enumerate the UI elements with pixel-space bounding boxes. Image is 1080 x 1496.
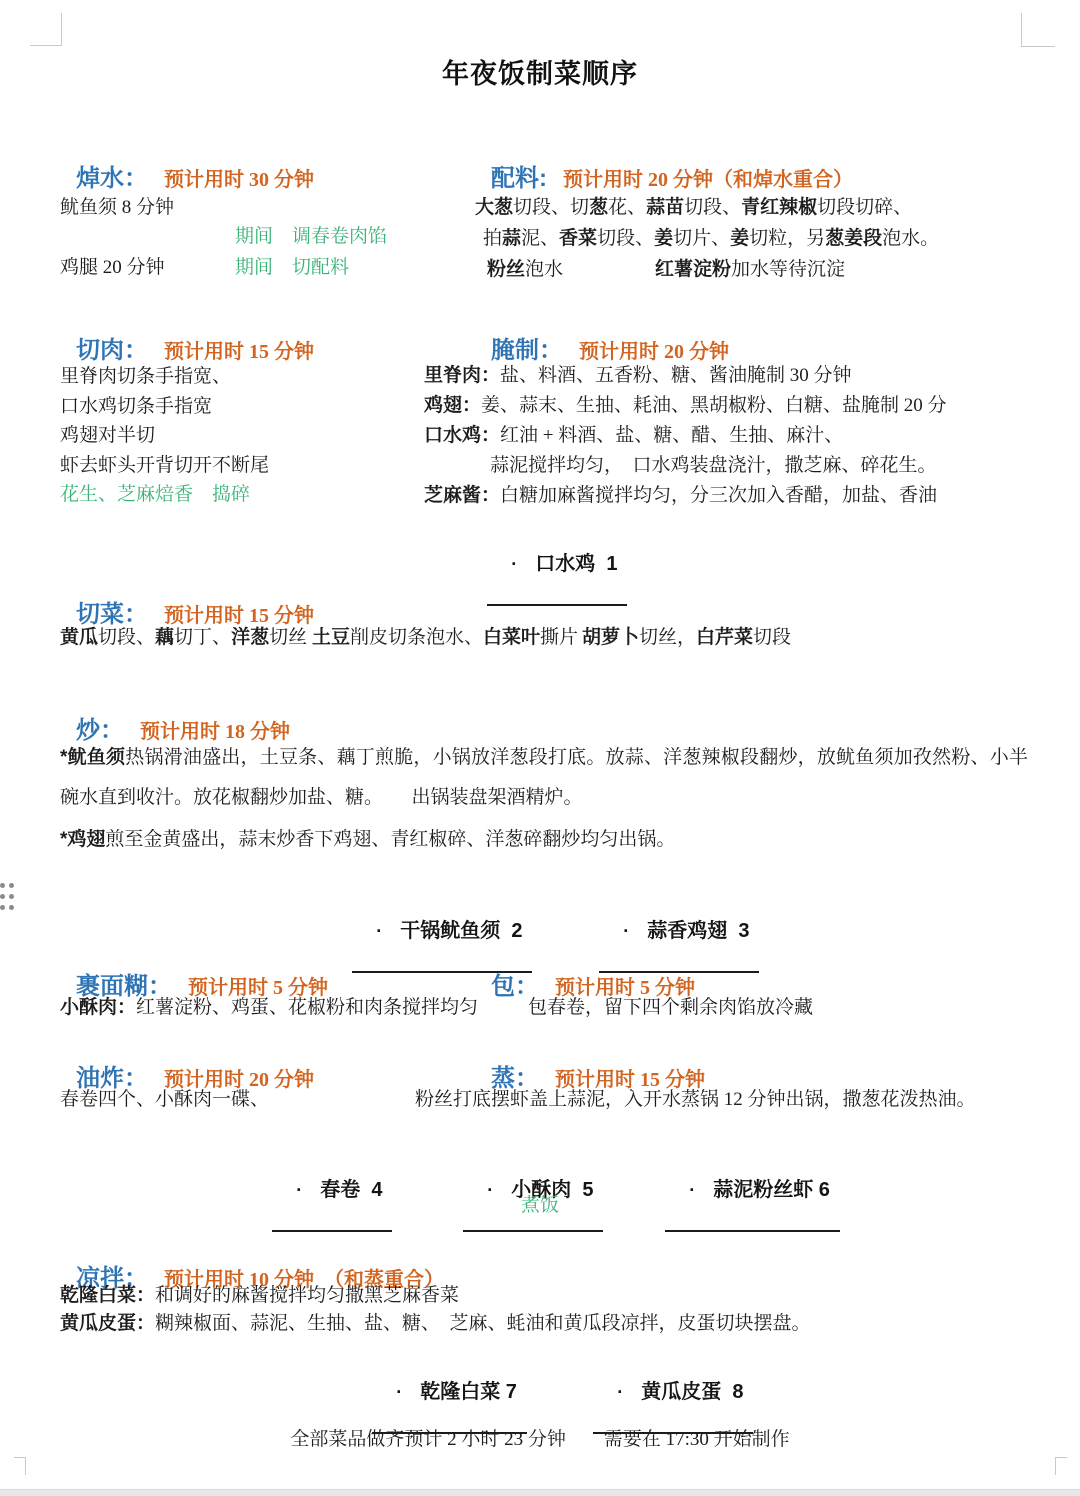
text-line: 粉丝泡水: [487, 259, 564, 280]
text-line: 胡萝卜切丝，白芹菜切段: [582, 627, 792, 648]
time-estimate: 预计用时 15 分钟: [555, 1069, 705, 1091]
text-line: 春卷四个、小酥肉一碟、: [60, 1089, 270, 1110]
summary-line: 全部菜品做齐预计 2 小时 23 分钟 需要在 17:30 开始制作: [290, 1429, 790, 1450]
dish-item-suannifensixia: [665, 1150, 840, 1232]
dish-label: 黄瓜皮蛋 8: [641, 1381, 744, 1403]
dish-item-huangguapidan: [593, 1352, 753, 1434]
text-line: 鸡腿 20 分钟: [60, 257, 165, 278]
drag-handle-icon[interactable]: [0, 883, 15, 915]
dish-label: 乾隆白菜 7: [420, 1381, 517, 1403]
paragraph: *鸡翅煎至金黄盛出，蒜末炒香下鸡翅、青红椒碎、洋葱碎翻炒均匀出锅。: [60, 829, 676, 850]
note-line: 期间 调春卷肉馅: [235, 226, 388, 247]
dish-label: 小酥肉 5: [511, 1179, 594, 1201]
text-line: 鱿鱼须 8 分钟: [60, 197, 175, 218]
dish-label: 口水鸡 1: [535, 553, 618, 575]
note-line: 花生、芝麻焙香 捣碎: [60, 484, 251, 505]
dish-label: 蒜泥粉丝虾 6: [713, 1179, 830, 1201]
bullet-icon: ·: [689, 1180, 696, 1200]
time-estimate: 预计用时 18 分钟: [140, 721, 290, 743]
bullet-icon: ·: [487, 1180, 494, 1200]
time-estimate: 预计用时 15 分钟: [164, 341, 314, 363]
text-line: 小酥肉：红薯淀粉、鸡蛋、花椒粉和肉条搅拌均匀: [60, 997, 479, 1018]
bullet-icon: ·: [623, 921, 630, 941]
text-line: 土豆削皮切条泡水、白菜叶撕片: [312, 627, 579, 648]
section-title: 凉拌：: [76, 1265, 148, 1292]
bullet-icon: ·: [396, 1382, 403, 1402]
text-line: 口水鸡：红油 + 料酒、盐、糖、醋、生抽、麻汁、: [424, 425, 844, 446]
section-title: 腌制：: [491, 337, 563, 364]
text-line: 拍蒜泥、香菜切段、姜切片、姜切粒，另葱姜段泡水。: [483, 228, 940, 249]
text-line: 芝麻酱：白糖加麻酱搅拌均匀，分三次加入香醋，加盐、香油: [424, 485, 938, 506]
dish-label: 干锅鱿鱼须 2: [400, 920, 523, 942]
crop-mark-top-right-icon: [1021, 13, 1055, 47]
crop-mark-bottom-left-icon: [14, 1457, 26, 1475]
text-line: 红薯淀粉加水等待沉淀: [655, 259, 846, 280]
text-line: 口水鸡切条手指宽: [60, 396, 213, 417]
text-line: 黄瓜切段、藕切丁、洋葱切丝: [60, 627, 308, 648]
time-estimate: 预计用时 15 分钟: [164, 605, 314, 627]
dish-label: 蒜香鸡翅 3: [647, 920, 750, 942]
section-title: 配料:: [491, 165, 547, 192]
text-line: 乾隆白菜：和调好的麻酱搅拌均匀撒黑芝麻香菜: [60, 1285, 460, 1306]
section-title: 切菜：: [76, 601, 148, 628]
section-title: 切肉：: [76, 337, 148, 364]
time-estimate: 预计用时 10 分钟 （和蒸重合）: [164, 1269, 444, 1291]
text-line: 鸡翅：姜、蒜末、生抽、耗油、黑胡椒粉、白糖、盐腌制 20 分: [424, 395, 947, 416]
page-edge-strip: [0, 1489, 1080, 1496]
page-title: 年夜饭制菜顺序: [442, 59, 638, 89]
bullet-icon: ·: [511, 554, 518, 574]
dish-item-koushuiji: [487, 524, 627, 606]
crop-mark-top-left-icon: [30, 13, 62, 46]
paragraph: *鱿鱼须热锅滑油盛出，土豆条、藕丁煎脆，小锅放洋葱段打底。放蒜、洋葱辣椒段翻炒，放鱿鱼须加孜然粉、小半碗水直到收汁。放花椒翻炒加盐、糖。 出锅装盘架酒精炉。: [60, 747, 1028, 808]
text-line: 蒜泥搅拌均匀， 口水鸡装盘浇汁，撒芝麻、碎花生。: [490, 455, 937, 476]
dish-item-chunjuan: [272, 1150, 392, 1232]
section-title: 油炸：: [76, 1065, 148, 1092]
text-line: 大葱切段、切葱花、蒜苗切段、青红辣椒切段切碎、: [475, 197, 913, 218]
time-estimate: 预计用时 5 分钟: [188, 977, 328, 999]
note-line: 期间 切配料: [235, 257, 350, 278]
bullet-icon: ·: [296, 1180, 303, 1200]
section-title: 裹面糊：: [76, 973, 172, 1000]
section-title: 蒸：: [491, 1065, 539, 1092]
time-estimate: 预计用时 5 分钟: [555, 977, 695, 999]
crop-mark-bottom-right-icon: [1055, 1457, 1067, 1475]
bullet-icon: ·: [376, 921, 383, 941]
dish-item-qianlongbaicai: [372, 1352, 527, 1434]
text-line: 黄瓜皮蛋：糊辣椒面、蒜泥、生抽、盐、糖、 芝麻、蚝油和黄瓜段凉拌，皮蛋切块摆盘。: [60, 1313, 811, 1334]
section-title: 焯水：: [76, 165, 148, 192]
text-line: 包春卷，留下四个剩余肉馅放冷藏: [528, 997, 814, 1018]
text-line: 粉丝打底摆虾盖上蒜泥，入开水蒸锅 12 分钟出锅，撒葱花泼热油。: [415, 1089, 976, 1110]
time-estimate: 预计用时 20 分钟: [164, 1069, 314, 1091]
dish-item-xiaosurou: [463, 1150, 603, 1232]
text-line: 鸡翅对半切: [60, 425, 156, 446]
text-line: 里脊肉：盐、料酒、五香粉、糖、酱油腌制 30 分钟: [424, 365, 852, 386]
bullet-icon: ·: [617, 1382, 624, 1402]
text-line: 里脊肉切条手指宽、: [60, 366, 232, 387]
time-estimate: 预计用时 20 分钟: [579, 341, 729, 363]
note-cook-rice: 煮饭: [520, 1195, 559, 1216]
time-estimate: 预计用时 30 分钟: [164, 169, 314, 191]
dish-label: 春卷 4: [320, 1179, 383, 1201]
section-title: 炒：: [76, 717, 124, 744]
time-estimate: 预计用时 20 分钟（和焯水重合）: [563, 169, 853, 191]
section-title: 包：: [491, 973, 539, 1000]
text-line: 虾去虾头开背切开不断尾: [60, 455, 270, 476]
